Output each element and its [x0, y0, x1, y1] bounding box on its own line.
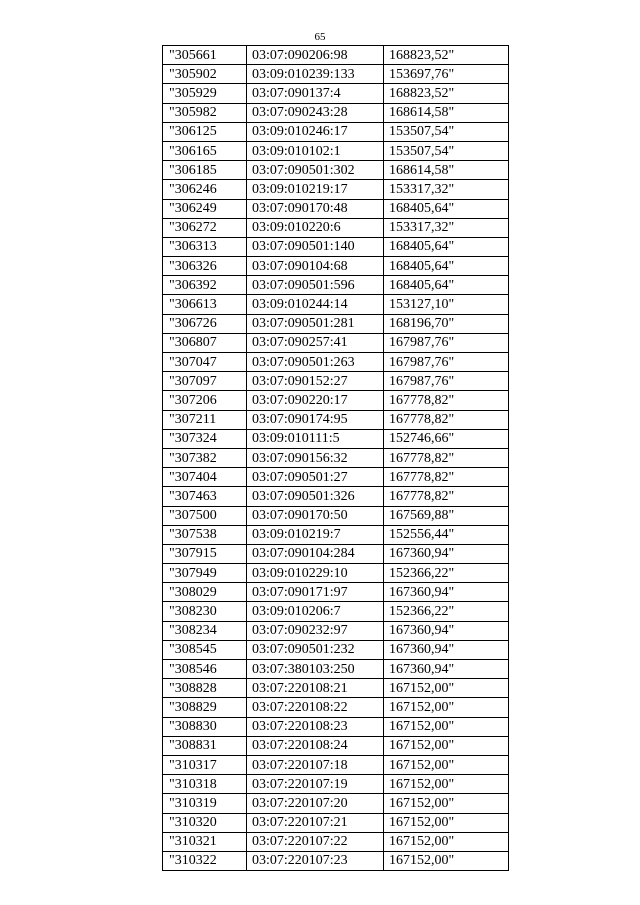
value-cell: 167987,76" — [384, 372, 509, 391]
record-id-cell: "310317 — [163, 755, 247, 774]
value-cell: 167987,76" — [384, 353, 509, 372]
record-id-cell: "307500 — [163, 506, 247, 525]
table-row — [163, 775, 509, 794]
cadastral-number-cell: 03:07:090104:284 — [247, 544, 384, 563]
record-id-cell: "306726 — [163, 314, 247, 333]
value-cell: 152366,22" — [384, 564, 509, 583]
value-cell: 153507,54" — [384, 141, 509, 160]
table-row — [163, 65, 509, 84]
value-cell: 167152,00" — [384, 698, 509, 717]
table-row — [163, 276, 509, 295]
cadastral-number-cell: 03:07:220108:23 — [247, 717, 384, 736]
record-id-cell: "306613 — [163, 295, 247, 314]
cadastral-number-cell: 03:09:010239:133 — [247, 65, 384, 84]
table-row — [163, 717, 509, 736]
table-row — [163, 84, 509, 103]
table-row — [163, 468, 509, 487]
record-id-cell: "306185 — [163, 161, 247, 180]
table-row — [163, 314, 509, 333]
record-id-cell: "306807 — [163, 333, 247, 352]
value-cell: 167778,82" — [384, 448, 509, 467]
cadastral-number-cell: 03:09:010246:17 — [247, 122, 384, 141]
cadastral-number-cell: 03:07:090137:4 — [247, 84, 384, 103]
value-cell: 168614,58" — [384, 103, 509, 122]
record-id-cell: "306246 — [163, 180, 247, 199]
value-cell: 168405,64" — [384, 276, 509, 295]
table-row — [163, 660, 509, 679]
value-cell: 153127,10" — [384, 295, 509, 314]
table-row — [163, 583, 509, 602]
table-row — [163, 141, 509, 160]
record-id-cell: "305661 — [163, 46, 247, 65]
value-cell: 152556,44" — [384, 525, 509, 544]
cadastral-number-cell: 03:09:010206:7 — [247, 602, 384, 621]
cadastral-number-cell: 03:07:090257:41 — [247, 333, 384, 352]
record-id-cell: "308831 — [163, 736, 247, 755]
value-cell: 167152,00" — [384, 851, 509, 870]
record-id-cell: "305982 — [163, 103, 247, 122]
cadastral-number-cell: 03:07:220107:22 — [247, 832, 384, 851]
cadastral-number-cell: 03:07:090501:263 — [247, 353, 384, 372]
value-cell: 167778,82" — [384, 410, 509, 429]
record-id-cell: "307538 — [163, 525, 247, 544]
value-cell: 168405,64" — [384, 237, 509, 256]
cadastral-number-cell: 03:09:010102:1 — [247, 141, 384, 160]
cadastral-number-cell: 03:07:090501:232 — [247, 640, 384, 659]
value-cell: 168405,64" — [384, 199, 509, 218]
table-row — [163, 525, 509, 544]
value-cell: 153507,54" — [384, 122, 509, 141]
cadastral-number-cell: 03:07:090174:95 — [247, 410, 384, 429]
value-cell: 167987,76" — [384, 333, 509, 352]
record-id-cell: "306249 — [163, 199, 247, 218]
page-number: 65 — [314, 31, 326, 43]
table-row — [163, 103, 509, 122]
value-cell: 153317,32" — [384, 218, 509, 237]
value-cell: 167152,00" — [384, 755, 509, 774]
record-id-cell: "306272 — [163, 218, 247, 237]
table-row — [163, 736, 509, 755]
record-id-cell: "307463 — [163, 487, 247, 506]
value-cell: 167360,94" — [384, 621, 509, 640]
record-id-cell: "308830 — [163, 717, 247, 736]
table-row — [163, 161, 509, 180]
value-cell: 167152,00" — [384, 717, 509, 736]
cadastral-number-cell: 03:07:090501:326 — [247, 487, 384, 506]
cadastral-number-cell: 03:07:220108:21 — [247, 679, 384, 698]
cadastral-number-cell: 03:07:220107:18 — [247, 755, 384, 774]
record-id-cell: "307097 — [163, 372, 247, 391]
table-row — [163, 755, 509, 774]
cadastral-number-cell: 03:07:090206:98 — [247, 46, 384, 65]
record-id-cell: "310321 — [163, 832, 247, 851]
record-id-cell: "308828 — [163, 679, 247, 698]
cadastral-number-cell: 03:07:090501:27 — [247, 468, 384, 487]
record-id-cell: "306392 — [163, 276, 247, 295]
value-cell: 167569,88" — [384, 506, 509, 525]
cadastral-number-cell: 03:07:090232:97 — [247, 621, 384, 640]
table-row — [163, 295, 509, 314]
value-cell: 167152,00" — [384, 775, 509, 794]
value-cell: 152366,22" — [384, 602, 509, 621]
value-cell: 167778,82" — [384, 487, 509, 506]
value-cell: 168823,52" — [384, 84, 509, 103]
table-row — [163, 698, 509, 717]
value-cell: 167152,00" — [384, 736, 509, 755]
record-id-cell: "310318 — [163, 775, 247, 794]
cadastral-number-cell: 03:07:090171:97 — [247, 583, 384, 602]
value-cell: 168823,52" — [384, 46, 509, 65]
table-row — [163, 564, 509, 583]
cadastral-number-cell: 03:07:090220:17 — [247, 391, 384, 410]
cadastral-number-cell: 03:09:010220:6 — [247, 218, 384, 237]
cadastral-number-cell: 03:07:090501:140 — [247, 237, 384, 256]
table-row — [163, 372, 509, 391]
table-row — [163, 813, 509, 832]
value-cell: 167360,94" — [384, 640, 509, 659]
value-cell: 167152,00" — [384, 813, 509, 832]
table-row — [163, 544, 509, 563]
cadastral-number-cell: 03:07:220107:19 — [247, 775, 384, 794]
cadastral-number-cell: 03:07:090104:68 — [247, 257, 384, 276]
cadastral-number-cell: 03:09:010244:14 — [247, 295, 384, 314]
table-row — [163, 448, 509, 467]
cadastral-number-cell: 03:07:220107:21 — [247, 813, 384, 832]
cadastral-number-cell: 03:09:010219:7 — [247, 525, 384, 544]
table-row — [163, 46, 509, 65]
record-id-cell: "308234 — [163, 621, 247, 640]
record-id-cell: "307211 — [163, 410, 247, 429]
cadastral-number-cell: 03:07:090501:302 — [247, 161, 384, 180]
table-row — [163, 621, 509, 640]
value-cell: 167152,00" — [384, 794, 509, 813]
record-id-cell: "307915 — [163, 544, 247, 563]
table-row — [163, 679, 509, 698]
value-cell: 168614,58" — [384, 161, 509, 180]
record-id-cell: "308546 — [163, 660, 247, 679]
cadastral-number-cell: 03:07:090170:48 — [247, 199, 384, 218]
record-id-cell: "308829 — [163, 698, 247, 717]
record-id-cell: "310322 — [163, 851, 247, 870]
record-id-cell: "307949 — [163, 564, 247, 583]
table-row — [163, 180, 509, 199]
record-id-cell: "310319 — [163, 794, 247, 813]
record-id-cell: "306165 — [163, 141, 247, 160]
cadastral-number-cell: 03:09:010219:17 — [247, 180, 384, 199]
table-row — [163, 333, 509, 352]
table-row — [163, 199, 509, 218]
record-id-cell: "305902 — [163, 65, 247, 84]
table-row — [163, 794, 509, 813]
value-cell: 167778,82" — [384, 468, 509, 487]
cadastral-number-cell: 03:07:090156:32 — [247, 448, 384, 467]
record-id-cell: "307382 — [163, 448, 247, 467]
cadastral-number-cell: 03:07:220107:23 — [247, 851, 384, 870]
table-row — [163, 429, 509, 448]
cadastral-number-cell: 03:09:010111:5 — [247, 429, 384, 448]
table-row — [163, 487, 509, 506]
table-body — [163, 46, 509, 871]
value-cell: 167360,94" — [384, 660, 509, 679]
table-row — [163, 257, 509, 276]
cadastral-number-cell: 03:07:090501:281 — [247, 314, 384, 333]
value-cell: 167778,82" — [384, 391, 509, 410]
table-row — [163, 218, 509, 237]
table-row — [163, 506, 509, 525]
record-id-cell: "305929 — [163, 84, 247, 103]
cadastral-number-cell: 03:07:220108:22 — [247, 698, 384, 717]
cadastral-number-cell: 03:07:220107:20 — [247, 794, 384, 813]
record-id-cell: "308029 — [163, 583, 247, 602]
table-row — [163, 410, 509, 429]
value-cell: 167360,94" — [384, 583, 509, 602]
value-cell: 153697,76" — [384, 65, 509, 84]
table-row — [163, 353, 509, 372]
record-id-cell: "307047 — [163, 353, 247, 372]
record-id-cell: "307404 — [163, 468, 247, 487]
record-id-cell: "308230 — [163, 602, 247, 621]
value-cell: 168405,64" — [384, 257, 509, 276]
table-row — [163, 851, 509, 870]
data-table — [162, 45, 509, 871]
cadastral-number-cell: 03:07:090152:27 — [247, 372, 384, 391]
table-row — [163, 640, 509, 659]
record-id-cell: "306125 — [163, 122, 247, 141]
value-cell: 167152,00" — [384, 832, 509, 851]
value-cell: 167360,94" — [384, 544, 509, 563]
table-row — [163, 391, 509, 410]
cadastral-number-cell: 03:09:010229:10 — [247, 564, 384, 583]
cadastral-number-cell: 03:07:220108:24 — [247, 736, 384, 755]
table-row — [163, 122, 509, 141]
record-id-cell: "307206 — [163, 391, 247, 410]
record-id-cell: "310320 — [163, 813, 247, 832]
record-id-cell: "306313 — [163, 237, 247, 256]
table-row — [163, 602, 509, 621]
table-row — [163, 832, 509, 851]
cadastral-number-cell: 03:07:090243:28 — [247, 103, 384, 122]
cadastral-number-cell: 03:07:090170:50 — [247, 506, 384, 525]
value-cell: 167152,00" — [384, 679, 509, 698]
value-cell: 153317,32" — [384, 180, 509, 199]
value-cell: 168196,70" — [384, 314, 509, 333]
value-cell: 152746,66" — [384, 429, 509, 448]
cadastral-number-cell: 03:07:090501:596 — [247, 276, 384, 295]
record-id-cell: "308545 — [163, 640, 247, 659]
cadastral-number-cell: 03:07:380103:250 — [247, 660, 384, 679]
record-id-cell: "307324 — [163, 429, 247, 448]
table-row — [163, 237, 509, 256]
record-id-cell: "306326 — [163, 257, 247, 276]
